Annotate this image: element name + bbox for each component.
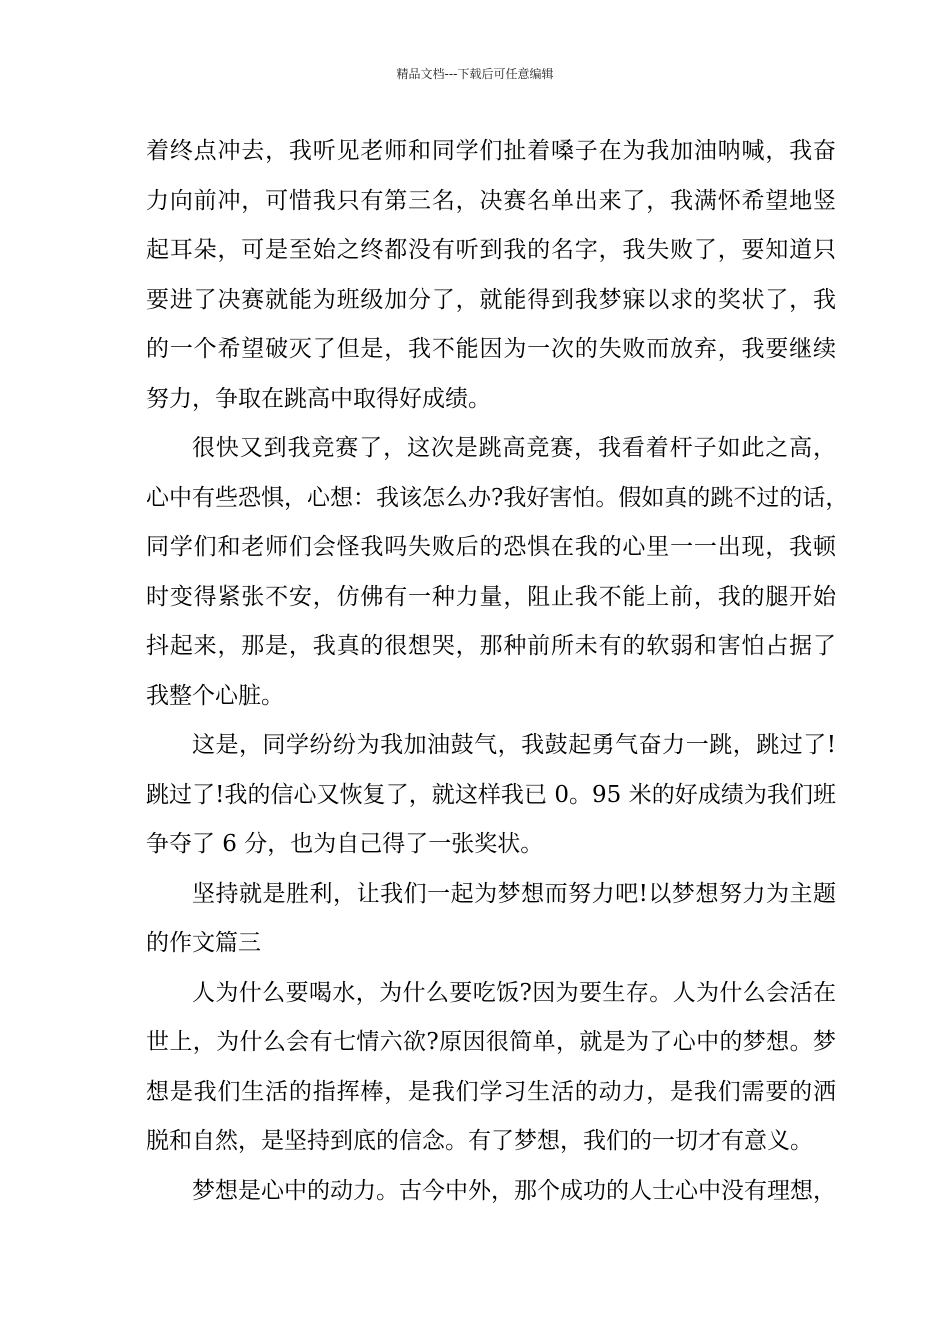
text-line: 的一个希望破灭了但是，我不能因为一次的失败而放弃，我要继续 — [146, 336, 836, 362]
text-line: 这是，同学纷纷为我加油鼓气，我鼓起勇气奋力一跳，跳过了! — [192, 732, 836, 758]
text-line: 坚持就是胜利，让我们一起为梦想而努力吧!以梦想努力为主题 — [192, 880, 836, 907]
text-line: 着终点冲去，我听见老师和同学们扯着嗓子在为我加油呐喊，我奋 — [146, 138, 836, 164]
body-text — [146, 127, 849, 1216]
text-line: 人为什么要喝水，为什么要吃饭?因为要生存。人为什么会活在 — [192, 979, 836, 1006]
text-line: 很快又到我竞赛了，这次是跳高竞赛，我看着杆子如此之高， — [192, 435, 836, 461]
text-line: 要进了决赛就能为班级加分了，就能得到我梦寐以求的奖状了，我 — [146, 286, 836, 313]
text-line: 脱和自然，是坚持到底的信念。有了梦想，我们的一切才有意义。 — [146, 1128, 813, 1154]
text-line: 同学们和老师们会怪我吗失败后的恐惧在我的心里一一出现，我顿 — [146, 534, 836, 560]
text-line: 争夺了 6 分，也为自己得了一张奖状。 — [146, 831, 544, 857]
text-line: 跳过了!我的信心又恢复了，就这样我已 0。95 米的好成绩为我们班 — [146, 781, 836, 808]
text-line: 梦想是心中的动力。古今中外，那个成功的人士心中没有理想， — [192, 1177, 836, 1204]
text-line: 心中有些恐惧，心想：我该怎么办?我好害怕。假如真的跳不过的话， — [146, 484, 849, 511]
text-line: 力向前冲，可惜我只有第三名，决赛名单出来了，我满怀希望地竖 — [146, 187, 836, 214]
text-line: 我整个心脏。 — [146, 682, 284, 709]
text-line: 想是我们生活的指挥棒，是我们学习生活的动力，是我们需要的洒 — [146, 1078, 836, 1105]
text-line: 时变得紧张不安，仿佛有一种力量，阻止我不能上前，我的腿开始 — [146, 583, 836, 610]
text-line: 努力，争取在跳高中取得好成绩。 — [146, 385, 491, 412]
text-line: 世上，为什么会有七情六欲?原因很简单，就是为了心中的梦想。梦 — [146, 1029, 836, 1055]
text-line: 的作文篇三 — [146, 930, 261, 956]
page-header: 精品文档---下载后可任意编辑 — [396, 67, 554, 81]
text-line: 抖起来，那是，我真的很想哭，那种前所未有的软弱和害怕占据了 — [146, 633, 836, 659]
text-line: 起耳朵，可是至始之终都没有听到我的名字，我失败了，要知道只 — [146, 237, 836, 263]
